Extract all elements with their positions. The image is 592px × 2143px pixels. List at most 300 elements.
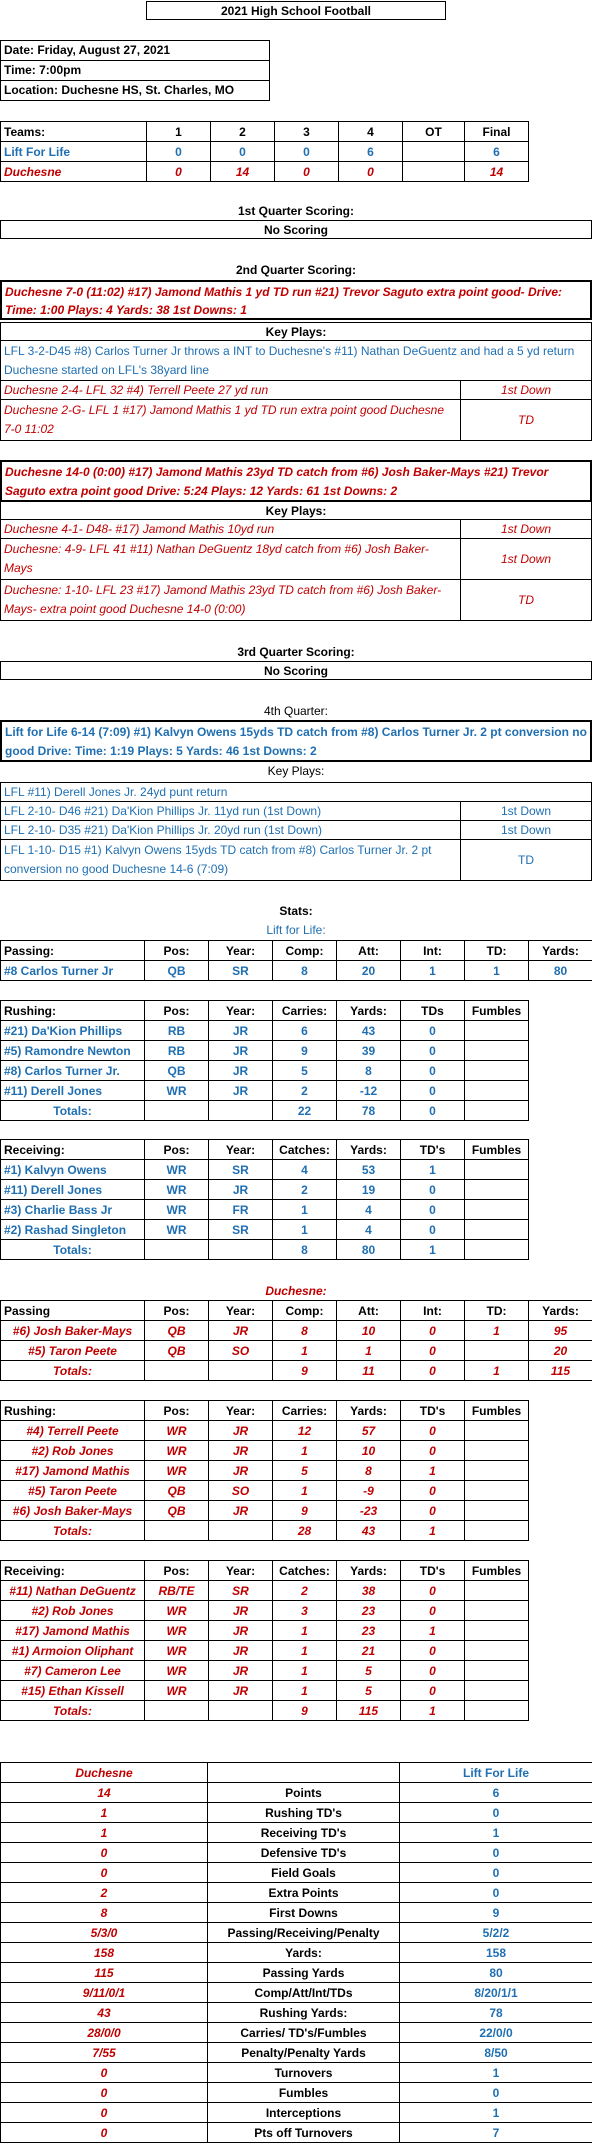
key-play [0, 519, 592, 539]
quarter-score: 0 [147, 142, 211, 162]
cell: 1 [401, 961, 465, 981]
table-row [1, 1501, 529, 1521]
lfl-stat-value: 7 [400, 2123, 592, 2143]
header-cell: Passing: [1, 941, 145, 961]
lfl-receiving-table [0, 1139, 529, 1260]
lfl-stat-value: 0 [400, 1883, 592, 1903]
lfl-stat-value: 80 [400, 1963, 592, 1983]
team-stats-row [1, 1783, 592, 1803]
header-cell: Year: [209, 1301, 273, 1321]
duchesne-stat-value: 115 [1, 1963, 208, 1983]
duchesne-stat-value: 0 [1, 2063, 208, 2083]
key-play [0, 538, 592, 580]
header-cell: Rushing: [1, 1401, 145, 1421]
cell: SR [209, 961, 273, 981]
cell: JR [209, 1421, 273, 1441]
cell: 5 [337, 1681, 401, 1701]
cell: 28 [273, 1521, 337, 1541]
header-cell: Yards: [337, 1140, 401, 1160]
cell: 0 [401, 1661, 465, 1681]
header-cell: Int: [401, 1301, 465, 1321]
team-stats-row [1, 2023, 592, 2043]
q2-key-plays-2-title: Key Plays: [0, 501, 592, 520]
header-cell: Pos: [145, 1140, 209, 1160]
duchesne-rushing-table [0, 1400, 529, 1541]
cell [465, 1200, 529, 1220]
duchesne-stat-value: 0 [1, 1863, 208, 1883]
q2-drive-1: Duchesne 7-0 (11:02) #17) Jamond Mathis 1 yd TD run #21) Trevor Saguto extra point good- Drive: Time: 1:00 Plays: 4 Yards: 38 1st Downs: 1 [0, 280, 592, 320]
cell: QB [145, 1321, 209, 1341]
cell: #11) Derell Jones [1, 1180, 145, 1200]
quarter-score [403, 162, 465, 182]
table-row [1, 1621, 529, 1641]
game-info [0, 40, 270, 101]
header-cell: Fumbles [465, 1140, 529, 1160]
cell: 9 [273, 1701, 337, 1721]
lfl-stat-value: 1 [400, 2063, 592, 2083]
table-row-totals [1, 1701, 529, 1721]
cell: 10 [337, 1441, 401, 1461]
key-play-tag: 1st Down [461, 520, 591, 538]
team-stats-row [1, 2103, 592, 2123]
cell [465, 1220, 529, 1240]
team-stats-row [1, 2123, 592, 2143]
cell: 1 [401, 1621, 465, 1641]
quarter-score: 14 [211, 162, 275, 182]
key-play-tag: TD [461, 840, 591, 880]
key-play [0, 839, 592, 881]
game-time: Time: 7:00pm [1, 61, 269, 81]
cell: 1 [465, 1361, 529, 1381]
key-play-tag: TD [461, 400, 591, 440]
key-play [0, 782, 592, 802]
cell [465, 1160, 529, 1180]
cell [465, 1021, 529, 1041]
header-cell: TD: [465, 941, 529, 961]
q4-title: 4th Quarter: [0, 702, 592, 720]
cell: 0 [401, 1341, 465, 1361]
cell [465, 1601, 529, 1621]
stat-label: Comp/Att/Int/TDs [208, 1983, 400, 2003]
cell: 1 [273, 1200, 337, 1220]
cell: 0 [401, 1081, 465, 1101]
header-cell: Passing [1, 1301, 145, 1321]
lfl-stat-value: 8/50 [400, 2043, 592, 2063]
team-stats-row [1, 1863, 592, 1883]
header-cell: Att: [337, 1301, 401, 1321]
cell: -12 [337, 1081, 401, 1101]
header-cell: Pos: [145, 1401, 209, 1421]
scoreboard-header-cell: Teams: [1, 122, 147, 142]
cell [209, 1701, 273, 1721]
table-header [1, 941, 592, 961]
cell: 115 [337, 1701, 401, 1721]
cell: #2) Rashad Singleton [1, 1220, 145, 1240]
stat-label: Carries/ TD's/Fumbles [208, 2023, 400, 2043]
cell: #7) Cameron Lee [1, 1661, 145, 1681]
cell: 95 [529, 1321, 592, 1341]
q3-title: 3rd Quarter Scoring: [0, 643, 592, 661]
cell: 80 [529, 961, 592, 981]
cell: WR [145, 1220, 209, 1240]
cell: 0 [401, 1061, 465, 1081]
cell: JR [209, 1501, 273, 1521]
table-row [1, 1641, 529, 1661]
cell: 0 [401, 1321, 465, 1341]
cell [465, 1581, 529, 1601]
table-row [1, 1441, 529, 1461]
cell [145, 1101, 209, 1121]
header-cell: Int: [401, 941, 465, 961]
table-row [1, 1081, 529, 1101]
lfl-stat-value: 78 [400, 2003, 592, 2023]
cell: JR [209, 1621, 273, 1641]
cell: Totals: [1, 1521, 145, 1541]
team-stats-header [1, 1763, 592, 1783]
cell: 19 [337, 1180, 401, 1200]
lfl-stat-value: 1 [400, 1823, 592, 1843]
cell: 4 [337, 1200, 401, 1220]
cell [465, 1421, 529, 1441]
header-cell: TD's [401, 1140, 465, 1160]
key-play [0, 820, 592, 840]
header-cell: Fumbles [465, 1561, 529, 1581]
cell: 1 [401, 1240, 465, 1260]
header-cell: Receiving: [1, 1140, 145, 1160]
cell: WR [145, 1641, 209, 1661]
cell: 1 [401, 1701, 465, 1721]
cell: 0 [401, 1361, 465, 1381]
cell [465, 1101, 529, 1121]
cell: WR [145, 1621, 209, 1641]
key-play-text: Duchesne: 1-10- LFL 23 #17) Jamond Mathis 23yd TD catch from #6) Josh Baker-Mays- extra point good Duchesne 14-0 (0:00) [1, 580, 461, 620]
header-cell: TD's [401, 1401, 465, 1421]
cell: QB [145, 1061, 209, 1081]
stat-label: Penalty/Penalty Yards [208, 2043, 400, 2063]
table-row [1, 1200, 529, 1220]
cell: 1 [273, 1441, 337, 1461]
quarter-score [403, 142, 465, 162]
table-row [1, 1160, 529, 1180]
scoreboard-row-duchesne [1, 162, 529, 182]
cell: 43 [337, 1021, 401, 1041]
stat-label: Fumbles [208, 2083, 400, 2103]
key-play [0, 579, 592, 621]
cell: FR [209, 1200, 273, 1220]
scoreboard-header [1, 122, 529, 142]
header-cell: Year: [209, 1140, 273, 1160]
cell: 1 [273, 1661, 337, 1681]
scoreboard [0, 121, 529, 182]
table-row [1, 1421, 529, 1441]
cell: SO [209, 1341, 273, 1361]
team-stats-row [1, 2063, 592, 2083]
cell [465, 1061, 529, 1081]
lfl-stat-value: 0 [400, 1843, 592, 1863]
lfl-stat-value: 9 [400, 1903, 592, 1923]
cell: #15) Ethan Kissell [1, 1681, 145, 1701]
scoreboard-header-cell: OT [403, 122, 465, 142]
table-row [1, 1481, 529, 1501]
cell: 1 [465, 961, 529, 981]
team-stats-table [0, 1762, 592, 2143]
cell: 1 [401, 1461, 465, 1481]
cell: #1) Kalvyn Owens [1, 1160, 145, 1180]
team-stats-row [1, 1883, 592, 1903]
final-score: 14 [465, 162, 529, 182]
header-cell: Pos: [145, 1301, 209, 1321]
q3-note: No Scoring [0, 661, 592, 680]
duchesne-stat-value: 2 [1, 1883, 208, 1903]
cell: 8 [273, 1321, 337, 1341]
duchesne-stat-value: 9/11/0/1 [1, 1983, 208, 2003]
q1-title: 1st Quarter Scoring: [0, 202, 592, 220]
key-play-text: LFL 2-10- D35 #21) Da'Kion Phillips Jr. 20yd run (1st Down) [1, 821, 461, 839]
cell: 1 [273, 1220, 337, 1240]
header-cell: Yards: [337, 1001, 401, 1021]
duchesne-stats-title: Duchesne: [0, 1282, 592, 1300]
cell: JR [209, 1081, 273, 1101]
cell: SO [209, 1481, 273, 1501]
cell: 0 [401, 1481, 465, 1501]
header-cell: Yards: [529, 1301, 592, 1321]
cell: JR [209, 1641, 273, 1661]
cell [145, 1240, 209, 1260]
key-play-tag: 1st Down [461, 539, 591, 579]
cell: Totals: [1, 1101, 145, 1121]
scoreboard-header-cell: 1 [147, 122, 211, 142]
cell: JR [209, 1061, 273, 1081]
key-play-tag: 1st Down [461, 821, 591, 839]
header-cell: Receiving: [1, 1561, 145, 1581]
stat-label: Field Goals [208, 1863, 400, 1883]
key-play-text: LFL 3-2-D45 #8) Carlos Turner Jr throws a INT to Duchesne's #11) Nathan DeGuentz and had a 5 yd return Duchesne started on LFL's 38yard line [1, 341, 591, 381]
cell: 10 [337, 1321, 401, 1341]
table-row [1, 1461, 529, 1481]
final-score: 6 [465, 142, 529, 162]
cell: 12 [273, 1421, 337, 1441]
team-stats-left-head: Duchesne [1, 1763, 208, 1783]
header-cell: TD's [401, 1561, 465, 1581]
table-row [1, 1321, 592, 1341]
q2-key-plays-1-title: Key Plays: [0, 322, 592, 341]
quarter-score: 6 [339, 142, 403, 162]
cell: 8 [273, 961, 337, 981]
header-cell: Rushing: [1, 1001, 145, 1021]
duchesne-stat-value: 28/0/0 [1, 2023, 208, 2043]
cell [465, 1661, 529, 1681]
duchesne-stat-value: 7/55 [1, 2043, 208, 2063]
cell: 11 [337, 1361, 401, 1381]
table-row [1, 1341, 592, 1361]
header-cell: Comp: [273, 1301, 337, 1321]
cell: 9 [273, 1501, 337, 1521]
cell: #2) Rob Jones [1, 1601, 145, 1621]
header-cell: Yards: [529, 941, 592, 961]
cell: WR [145, 1180, 209, 1200]
cell: WR [145, 1200, 209, 1220]
cell: 2 [273, 1081, 337, 1101]
lfl-rushing-table [0, 1000, 529, 1121]
duchesne-stat-value: 8 [1, 1903, 208, 1923]
key-play [0, 801, 592, 821]
cell: WR [145, 1661, 209, 1681]
cell: 8 [337, 1461, 401, 1481]
cell: 53 [337, 1160, 401, 1180]
cell: 0 [401, 1501, 465, 1521]
cell [145, 1361, 209, 1381]
cell: #1) Armoion Oliphant [1, 1641, 145, 1661]
table-row [1, 1180, 529, 1200]
stat-label: Extra Points [208, 1883, 400, 1903]
lfl-stat-value: 8/20/1/1 [400, 1983, 592, 2003]
header-cell: Yards: [337, 1401, 401, 1421]
header-cell: TDs [401, 1001, 465, 1021]
quarter-score: 0 [339, 162, 403, 182]
cell: #3) Charlie Bass Jr [1, 1200, 145, 1220]
cell: 8 [337, 1061, 401, 1081]
table-row [1, 1021, 529, 1041]
cell: QB [145, 1341, 209, 1361]
cell: 0 [401, 1581, 465, 1601]
header-cell: Att: [337, 941, 401, 961]
cell [465, 1521, 529, 1541]
q2-drive-2: Duchesne 14-0 (0:00) #17) Jamond Mathis 23yd TD catch from #6) Josh Baker-Mays #21) Trevor Saguto extra point good Drive: 5:24 Plays: 12 Yards: 61 1st Downs: 2 [0, 460, 592, 502]
table-row-totals [1, 1101, 529, 1121]
stat-label: Rushing TD's [208, 1803, 400, 1823]
header-cell: Carries: [273, 1001, 337, 1021]
cell: #11) Derell Jones [1, 1081, 145, 1101]
team-stats-right-head: Lift For Life [400, 1763, 592, 1783]
cell: 1 [401, 1521, 465, 1541]
lfl-stat-value: 22/0/0 [400, 2023, 592, 2043]
header-cell: Pos: [145, 1561, 209, 1581]
cell: 1 [273, 1481, 337, 1501]
cell: 8 [273, 1240, 337, 1260]
cell: 0 [401, 1101, 465, 1121]
key-play [0, 380, 592, 400]
cell [465, 1180, 529, 1200]
stat-label: Points [208, 1783, 400, 1803]
cell: 57 [337, 1421, 401, 1441]
cell: 5 [273, 1061, 337, 1081]
cell: #21) Da'Kion Phillips [1, 1021, 145, 1041]
table-header [1, 1561, 529, 1581]
cell: 115 [529, 1361, 592, 1381]
key-play-text: Duchesne 4-1- D48- #17) Jamond Mathis 10yd run [1, 520, 461, 538]
cell [465, 1681, 529, 1701]
cell: JR [209, 1681, 273, 1701]
cell: 0 [401, 1601, 465, 1621]
header-cell: Year: [209, 1001, 273, 1021]
quarter-score: 0 [275, 142, 339, 162]
cell: #6) Josh Baker-Mays [1, 1501, 145, 1521]
cell: 0 [401, 1200, 465, 1220]
cell: WR [145, 1681, 209, 1701]
cell: QB [145, 1481, 209, 1501]
cell: 0 [401, 1220, 465, 1240]
cell [465, 1641, 529, 1661]
stat-label: Pts off Turnovers [208, 2123, 400, 2143]
cell: -9 [337, 1481, 401, 1501]
cell: 1 [465, 1321, 529, 1341]
cell: 78 [337, 1101, 401, 1121]
table-row [1, 1061, 529, 1081]
header-cell: Year: [209, 1561, 273, 1581]
team-stats-row [1, 1903, 592, 1923]
key-play-text: LFL #11) Derell Jones Jr. 24yd punt return [1, 783, 591, 802]
cell: #17) Jamond Mathis [1, 1621, 145, 1641]
cell: JR [209, 1661, 273, 1681]
cell: #8 Carlos Turner Jr [1, 961, 145, 981]
stat-label: Passing Yards [208, 1963, 400, 1983]
key-play-text: LFL 1-10- D15 #1) Kalvyn Owens 15yds TD catch from #8) Carlos Turner Jr. 2 pt conversion no good Duchesne 14-6 (7:09) [1, 840, 461, 880]
cell: JR [209, 1461, 273, 1481]
table-row-totals [1, 1361, 592, 1381]
cell: #5) Taron Peete [1, 1341, 145, 1361]
team-stats-blank [208, 1763, 400, 1783]
team-stats-row [1, 2003, 592, 2023]
lfl-stat-value: 1 [400, 2103, 592, 2123]
cell: RB [145, 1041, 209, 1061]
cell: WR [145, 1160, 209, 1180]
table-header [1, 1140, 529, 1160]
duchesne-stat-value: 1 [1, 1803, 208, 1823]
cell [465, 1041, 529, 1061]
team-name: Duchesne [1, 162, 147, 182]
lfl-stat-value: 5/2/2 [400, 1923, 592, 1943]
cell [145, 1701, 209, 1721]
table-header [1, 1401, 529, 1421]
cell [465, 1341, 529, 1361]
duchesne-stat-value: 5/3/0 [1, 1923, 208, 1943]
cell: 0 [401, 1441, 465, 1461]
cell: 80 [337, 1240, 401, 1260]
cell: JR [209, 1441, 273, 1461]
table-row [1, 1661, 529, 1681]
cell: SR [209, 1160, 273, 1180]
header-cell: Year: [209, 1401, 273, 1421]
duchesne-stat-value: 0 [1, 2123, 208, 2143]
cell [465, 1701, 529, 1721]
key-play-tag: TD [461, 580, 591, 620]
team-stats-row [1, 1963, 592, 1983]
cell: #11) Nathan DeGuentz [1, 1581, 145, 1601]
cell: Totals: [1, 1701, 145, 1721]
cell: RB [145, 1021, 209, 1041]
lfl-stat-value: 0 [400, 1803, 592, 1823]
table-row-totals [1, 1521, 529, 1541]
key-play [0, 340, 592, 381]
cell [145, 1521, 209, 1541]
header-cell: Fumbles [465, 1001, 529, 1021]
header-cell: Yards: [337, 1561, 401, 1581]
cell: JR [209, 1321, 273, 1341]
cell: JR [209, 1021, 273, 1041]
key-play-tag: 1st Down [461, 802, 591, 820]
cell: 43 [337, 1521, 401, 1541]
team-stats-row [1, 1803, 592, 1823]
cell: WR [145, 1461, 209, 1481]
table-row [1, 1220, 529, 1240]
team-stats-row [1, 1943, 592, 1963]
key-play-text: Duchesne 2-4- LFL 32 #4) Terrell Peete 27 yd run [1, 381, 461, 399]
cell: SR [209, 1220, 273, 1240]
team-stats-row [1, 2043, 592, 2063]
table-row [1, 1601, 529, 1621]
cell [465, 1081, 529, 1101]
q4-drive-1: Lift for Life 6-14 (7:09) #1) Kalvyn Owens 15yds TD catch from #8) Carlos Turner Jr. 2 pt conversion no good Drive: Time: 1:19 Plays: 5 Yards: 46 1st Downs: 2 [0, 720, 592, 762]
